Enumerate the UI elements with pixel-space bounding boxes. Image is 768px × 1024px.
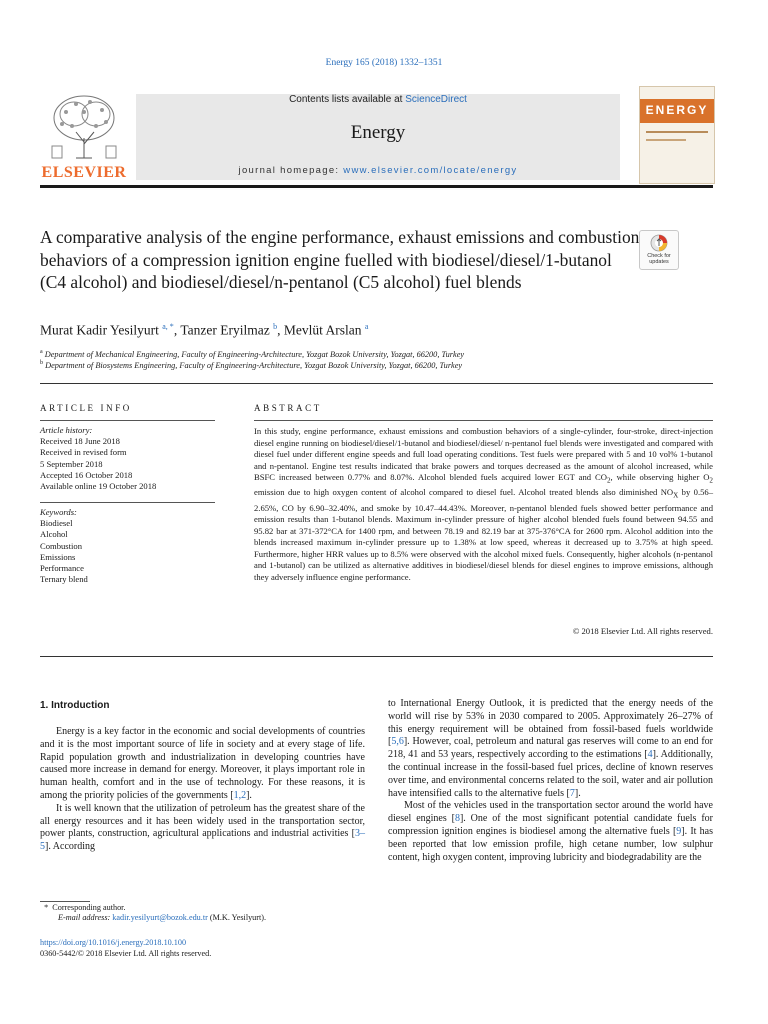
- paragraph: Energy is a key factor in the economic and social developments of countries and it is the most important source of life in society and at every stage of life. Rapid population growth and industrialization in developing countries have caused more increase in demand for energy. Moreover, it plays important role in human health, comfort and in the use of technology. For these reasons, it is among the priority policies of the governments [1,2].: [40, 726, 365, 801]
- left-column: [40, 726, 365, 854]
- cover-line: [646, 131, 708, 133]
- author-marks[interactable]: a: [364, 322, 369, 331]
- email-suffix: (M.K. Yesilyurt).: [207, 913, 267, 922]
- article-title: A comparative analysis of the engine performance, exhaust emissions and combustion behaviors of a compression ignition engine fuelled with biodiesel/diesel/1-butanol (C4 alcohol) and biodiesel/diesel/n-pentanol (C5 alcohol) fuel blends: [40, 227, 640, 292]
- journal-citation[interactable]: Energy 165 (2018) 1332–1351: [325, 58, 443, 68]
- journal-title: Energy: [350, 122, 406, 143]
- abstract-text: In this study, engine performance, exhaust emissions and combustion behaviors of a single-cylinder, four-stroke, direct-injection diesel engine running on biodiesel/diesel/1-butanol and biodiesel/diesel/ n-pentanol fuel blends were investigated and compared with diesel fuel under different engine speeds and full load operating conditions. Test fuels were prepared with 5 and 10 vol% 1-butanol and n-pentanol. Engine test results indicated that brake powers and torques decreased as the amount of alcohol increased, while BSFC increased between 0.77% and 8.07%. Alcohol blended fuels acquired lower EGT and $CO_2$, while observing higher $O_2$ emission due to high oxygen content of alcohol compared to diesel fuel. Alcohol treated blends also diminished $NO_X$ by 0.56–2.65%, CO by 6.90–32.40%, and smoke by 10.47–44.43%. Moreover, n-pentanol blended fuels showed better performance and emission results than 1-butanol blends. Maximum in-cylinder pressure of higher alcohol blended fuels found between 94.55 and 95.82 bar at 371-372°CA for 1400 rpm, and between 78.19 and 82.19 bar at 375-376°CA for 2600 rpm. Alcohol addition into the blends increased maximum in-cylinder pressure up to 1.38% at low speed, whereas it decreased up to 3.75% at high speed. Furthermore, higher HRR values up to 8.5% were observed with the alcohol mixed fuels. Consequently, higher alcohols (n-pentanol and 1-butanol) can be utilized as alternative additives in biodiesel/diesel blends for diesel engines to improve emissions, although they adversely influence engine performance.: [254, 426, 713, 582]
- author-marks[interactable]: a, *: [162, 322, 174, 331]
- journal-cover-image[interactable]: [639, 86, 715, 184]
- reference-link[interactable]: 3–5: [40, 828, 365, 853]
- author-name[interactable]: Murat Kadir Yesilyurt: [40, 322, 159, 338]
- reference-link[interactable]: 1,2: [233, 789, 247, 801]
- keyword: Performance: [40, 563, 84, 574]
- email-label: E-mail address:: [58, 913, 113, 922]
- cover-line: [646, 139, 686, 141]
- check-updates-icon: [650, 234, 668, 252]
- affiliation-text: Department of Biosystems Engineering, Faculty of Engineering-Architecture, Yozgat Bozok University, Yozgat, 66200, Turkey: [45, 360, 463, 370]
- badge-text: Check for updates: [647, 253, 671, 265]
- footnote-rule: [40, 901, 90, 902]
- author-list: Murat Kadir Yesilyurt $^{a, *}$, Tanzer Eryilmaz $^b$, Mevlüt Arslan $^a$: [40, 322, 369, 338]
- affiliation: [40, 349, 464, 359]
- abstract-copyright: © 2018 Elsevier Ltd. All rights reserved.: [572, 626, 713, 636]
- sciencedirect-link[interactable]: ScienceDirect: [405, 94, 467, 105]
- author-name[interactable]: Tanzer Eryilmaz: [180, 322, 270, 338]
- history-label: Article history:: [40, 425, 93, 435]
- contents-prefix: Contents lists available at: [289, 94, 406, 105]
- email-note: [58, 913, 388, 922]
- article-info-heading: ARTICLE INFO: [40, 403, 132, 413]
- keywords: [40, 507, 215, 585]
- check-for-updates-badge[interactable]: [639, 230, 679, 270]
- info-rule: [40, 420, 215, 421]
- keyword: Combustion: [40, 540, 83, 551]
- history-item: Available online 19 October 2018: [40, 481, 157, 492]
- corresponding-text: Corresponding author.: [52, 903, 126, 912]
- affiliation-text: Department of Mechanical Engineering, Faculty of Engineering-Architecture, Yozgat Bozok University, Yozgat, 66200, Turkey: [44, 349, 465, 359]
- issn-line: 0360-5442/© 2018 Elsevier Ltd. All rights reserved.: [40, 949, 212, 958]
- history-item: Received 18 June 2018: [40, 436, 120, 447]
- affiliation: [40, 360, 462, 370]
- doi-link[interactable]: https://doi.org/10.1016/j.energy.2018.10.100: [40, 938, 187, 947]
- keyword: Ternary blend: [40, 574, 88, 585]
- keyword: Biodiesel: [40, 518, 73, 529]
- contents-line: [136, 94, 620, 105]
- keyword: Alcohol: [40, 529, 68, 540]
- paragraph: It is well known that the utilization of petroleum has the greatest share of the all energy resources and it has been widely used in the transportation sector, power plants, construction, agricultural applications and industrial activities [3–5]. According: [40, 802, 365, 853]
- reference-link[interactable]: 9: [676, 825, 682, 837]
- publisher-wordmark: ELSEVIER: [41, 164, 127, 181]
- abstract-rule: [254, 420, 713, 421]
- cover-wordmark: ENERGY: [645, 103, 709, 117]
- asterisk-mark: *: [40, 903, 53, 912]
- history-item: Received in revised form: [40, 447, 127, 458]
- email-link[interactable]: kadir.yesilyurt@bozok.edu.tr: [112, 913, 208, 922]
- right-column: [388, 698, 713, 864]
- homepage-prefix: journal homepage:: [238, 165, 344, 176]
- history-item: Accepted 16 October 2018: [40, 469, 133, 480]
- elsevier-tree-icon: [46, 92, 122, 160]
- reference-link[interactable]: 4: [647, 749, 653, 761]
- homepage-link[interactable]: www.elsevier.com/locate/energy: [343, 165, 518, 176]
- info-rule: [40, 502, 215, 503]
- keyword: Emissions: [40, 551, 76, 562]
- article-history: [40, 425, 215, 492]
- section-rule: [40, 656, 713, 657]
- history-item: 5 September 2018: [40, 458, 103, 469]
- paragraph: to International Energy Outlook, it is predicted that the energy needs of the world will rise by 53% in 2030 compared to 2005. Approximately 26–27% of this energy requirement will be obtained from fossil-based fuels worldwide [5,6]. However, coal, petroleum and natural gas reserves will come to an end for 218, 41 and 53 years, respectively according to the estimations [4]. Additionally, the continual increase in the fossil-based fuel prices, decline of known reserves over time, and environmental concerns related to the soil, water and air pollution have intensified calls to the alternative fuels [7].: [388, 698, 714, 799]
- elsevier-logo: [40, 92, 128, 182]
- section-rule: [40, 383, 713, 384]
- corresponding-author-note: [40, 903, 370, 912]
- journal-banner: [136, 94, 620, 180]
- abstract-heading: ABSTRACT: [254, 403, 322, 413]
- homepage-line: [136, 165, 620, 176]
- keywords-label: Keywords:: [40, 507, 77, 517]
- affiliation-mark: b: [40, 360, 43, 366]
- header-rule: [40, 185, 713, 188]
- intro-heading: 1. Introduction: [40, 700, 110, 711]
- reference-link[interactable]: 5,6: [391, 736, 404, 748]
- reference-link[interactable]: 8: [454, 813, 460, 825]
- paragraph: Most of the vehicles used in the transportation sector around the world have diesel engines [8]. One of the most significant potential candidate fuels for compression ignition engines is biodiesel among the alternative fuels [9]. It has been reported that low emission profile, high cetane number, low sulphur content, high oxygen content, improving lubricity and biodegradability are the: [388, 800, 713, 863]
- reference-link[interactable]: 7: [569, 787, 575, 799]
- author-marks[interactable]: b: [273, 322, 278, 331]
- author-name[interactable]: Mevlüt Arslan: [283, 322, 362, 338]
- affiliation-mark: a: [40, 349, 43, 355]
